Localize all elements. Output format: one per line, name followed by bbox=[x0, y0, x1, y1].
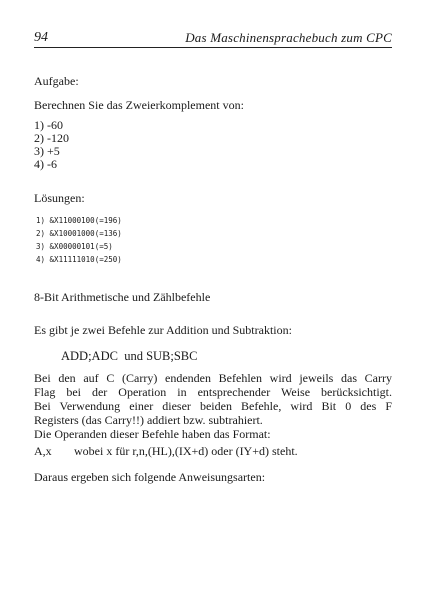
loesung-item: 4) &X11111010(=250) bbox=[36, 255, 122, 264]
paragraph-line: Die Operanden dieser Befehle haben das Format: bbox=[34, 427, 271, 441]
paragraph-line: Registers (das Carry!!) addiert bzw. subtrahiert. bbox=[34, 413, 263, 427]
loesung-item: 1) &X11000100(=196) bbox=[36, 216, 122, 225]
paragraph-line: Flag bei der Operation in entsprechender Weise berücksichtigt. bbox=[34, 385, 392, 399]
paragraph-line: Bei Verwendung einer dieser beiden Befehle, wird Bit 0 des F bbox=[34, 399, 392, 413]
section-heading: 8-Bit Arithmetische und Zählbefehle bbox=[34, 290, 211, 304]
aufgabe-item: 2) -120 bbox=[34, 131, 69, 145]
carry-paragraph bbox=[34, 371, 392, 441]
format-description: wobei x für r,n,(HL),(IX+d) oder (IY+d) steht. bbox=[74, 444, 298, 458]
command-list: ADD;ADC und SUB;SBC bbox=[61, 349, 198, 363]
section-intro: Es gibt je zwei Befehle zur Addition und Subtraktion: bbox=[34, 323, 292, 337]
aufgabe-heading: Aufgabe: bbox=[34, 74, 79, 88]
header-rule bbox=[34, 47, 392, 48]
loesungen-heading: Lösungen: bbox=[34, 191, 85, 205]
closing-line: Daraus ergeben sich folgende Anweisungsarten: bbox=[34, 470, 266, 484]
paragraph-line: Bei den auf C (Carry) endenden Befehlen wird jeweils das Carry bbox=[34, 371, 392, 385]
aufgabe-intro: Berechnen Sie das Zweierkomplement von: bbox=[34, 98, 244, 112]
aufgabe-item: 3) +5 bbox=[34, 144, 60, 158]
format-operand: A,x bbox=[34, 444, 52, 458]
loesung-item: 2) &X10001000(=136) bbox=[36, 229, 122, 238]
aufgabe-item: 1) -60 bbox=[34, 118, 63, 132]
running-title: Das Maschinensprachebuch zum CPC bbox=[185, 30, 392, 45]
aufgabe-item: 4) -6 bbox=[34, 157, 57, 171]
page-number: 94 bbox=[34, 30, 48, 45]
page-header bbox=[34, 30, 392, 47]
loesung-item: 3) &X00000101(=5) bbox=[36, 242, 113, 251]
